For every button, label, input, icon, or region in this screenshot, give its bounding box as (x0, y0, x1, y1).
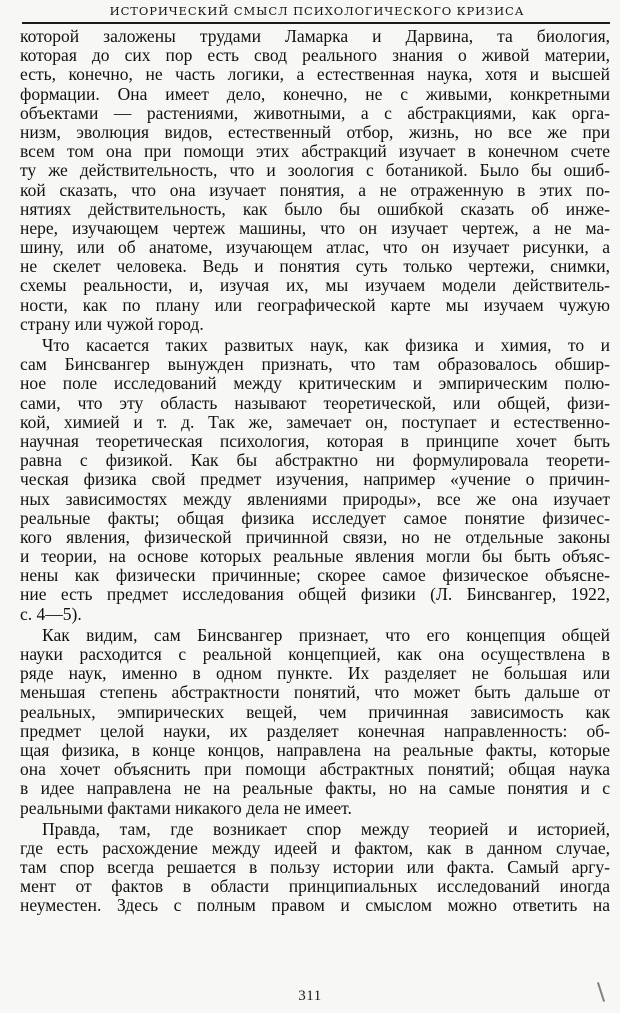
text-line: шину, или об анатоме, изучающем атлас, что он изучает рисунки, а (20, 238, 610, 258)
page-number: 311 (298, 988, 322, 1004)
text-line: ряде наук, именно в одном пункте. Их разделяет не бо́льшая или (20, 664, 610, 684)
text-line: где есть расхождение между идеей и фактом, как в данном случае, (20, 838, 610, 858)
text-line: сам Бинсвангер вынужден признать, что там образовалось обшир- (20, 355, 610, 375)
text-line: объектами — растениями, животными, а с абстракциями, как орга- (20, 103, 610, 123)
text-line: она хочет объяснить при помощи абстрактных понятий; общая наука (20, 760, 610, 780)
text-line: с. 4—5). (20, 604, 82, 624)
text-line: меньшая степень абстрактности понятий, что может быть дальше от (20, 683, 610, 703)
paragraph-first-line: Что касается таких развитых наук, как физика и химия, то и (42, 336, 610, 355)
text-line: ние есть предмет исследования общей физики (Л. Бинсвангер, 1922, (20, 585, 610, 605)
text-line: низм, эволюция видов, естественный отбор, жизнь, но все же при (20, 122, 610, 142)
text-line: предмет целой науки, их разделяет конечная направленность: об- (20, 721, 610, 741)
text-line: нены как физически причинные; скорее самое физическое объясне- (20, 566, 610, 586)
text-line: в идее направлена не на реальные факты, но на самые понятия и с (20, 779, 610, 799)
text-line: и теории, на основе которых реальные явления могли бы быть объяс- (20, 547, 610, 567)
text-line: ту же действительность, что и зоология с ботаникой. Было бы ошиб- (20, 161, 610, 181)
text-line: нятиях действительность, как было бы ошибкой сказать об инже- (20, 199, 610, 219)
text-line: сами, что эту область называют теоретической, или общей, физи- (20, 393, 610, 413)
text-line: ных зависимостях между явлениями природы», все же она изучает (20, 489, 610, 509)
text-line: равна с физикой. Как бы абстрактно ни формулировала теорети- (20, 451, 610, 471)
text-line: ности, как по плану или географической карте мы изучаем чужую (20, 295, 610, 315)
text-line: формации. Она имеет дело, конечно, не с живыми, конкретными (20, 84, 610, 104)
text-line: науки расходится с реальной концепцией, как она осуществлена в (20, 645, 610, 664)
running-head: ИСТОРИЧЕСКИЙ СМЫСЛ ПСИХОЛОГИЧЕСКОГО КРИЗИСА (109, 4, 525, 18)
text-line: схемы реальности, и, изучая их, мы изучаем модели действитель- (20, 276, 610, 296)
text-line: страну или чужой город. (20, 314, 204, 334)
text-line: всем том она при помощи этих абстракций изучает в конечном счете (20, 142, 610, 162)
header-rule (22, 22, 610, 24)
text-line: там спор всегда решается в пользу истории или факта. Самый аргу- (20, 858, 610, 878)
text-line: которая до сих пор есть свод реального знания о живой материи, (20, 46, 610, 66)
text-line: есть, конечно, не часть логики, а естественная наука, хотя и высшей (20, 65, 610, 85)
text-line: научная теоретическая психология, которая в принципе хочет быть (20, 431, 610, 451)
text-line: неуместен. Здесь с полным правом и смыслом можно ответить на (20, 896, 610, 916)
text-line: реальных, эмпирических вещей, чем причинная зависимость как (20, 702, 610, 722)
text-line: не скелет человека. Ведь и понятия суть только чертежи, снимки, (20, 257, 610, 277)
paragraph-first-line: Как видим, сам Бинсвангер признает, что его концепция общей (42, 625, 610, 645)
text-line: кой, химией и т. д. Так же, замечает он, поступает и естественно- (20, 412, 610, 432)
text-line: кой сказать, что она изучает понятия, а не отраженную в этих по- (20, 180, 610, 200)
text-line: кого явления, физической причинной связи, но не отдельные законы (20, 527, 610, 547)
text-line: нере, изучающем чертеж машины, что он изучает чертеж, а не ма- (20, 218, 610, 238)
text-line: которой заложены трудами Ламарка и Дарвина, та биология, (20, 27, 610, 46)
text-line: щая физика, в конце концов, направлена на реальные факты, которые (20, 740, 610, 760)
text-line: мент от фактов в области принципиальных исследований иногда (20, 877, 610, 897)
text-line: реальными фактами никакого дела не имеет. (20, 798, 352, 818)
text-line: ческая физика свой предмет изучения, например «учение о причин- (20, 470, 610, 490)
text-line: реальные факты; общая физика исследует самое понятие физичес- (20, 508, 610, 528)
paragraph-first-line: Правда, там, где возникает спор между теорией и историей, (42, 819, 610, 839)
body-text (20, 27, 610, 916)
text-line: ное поле исследований между критическим и эмпирическим полю- (20, 374, 610, 394)
